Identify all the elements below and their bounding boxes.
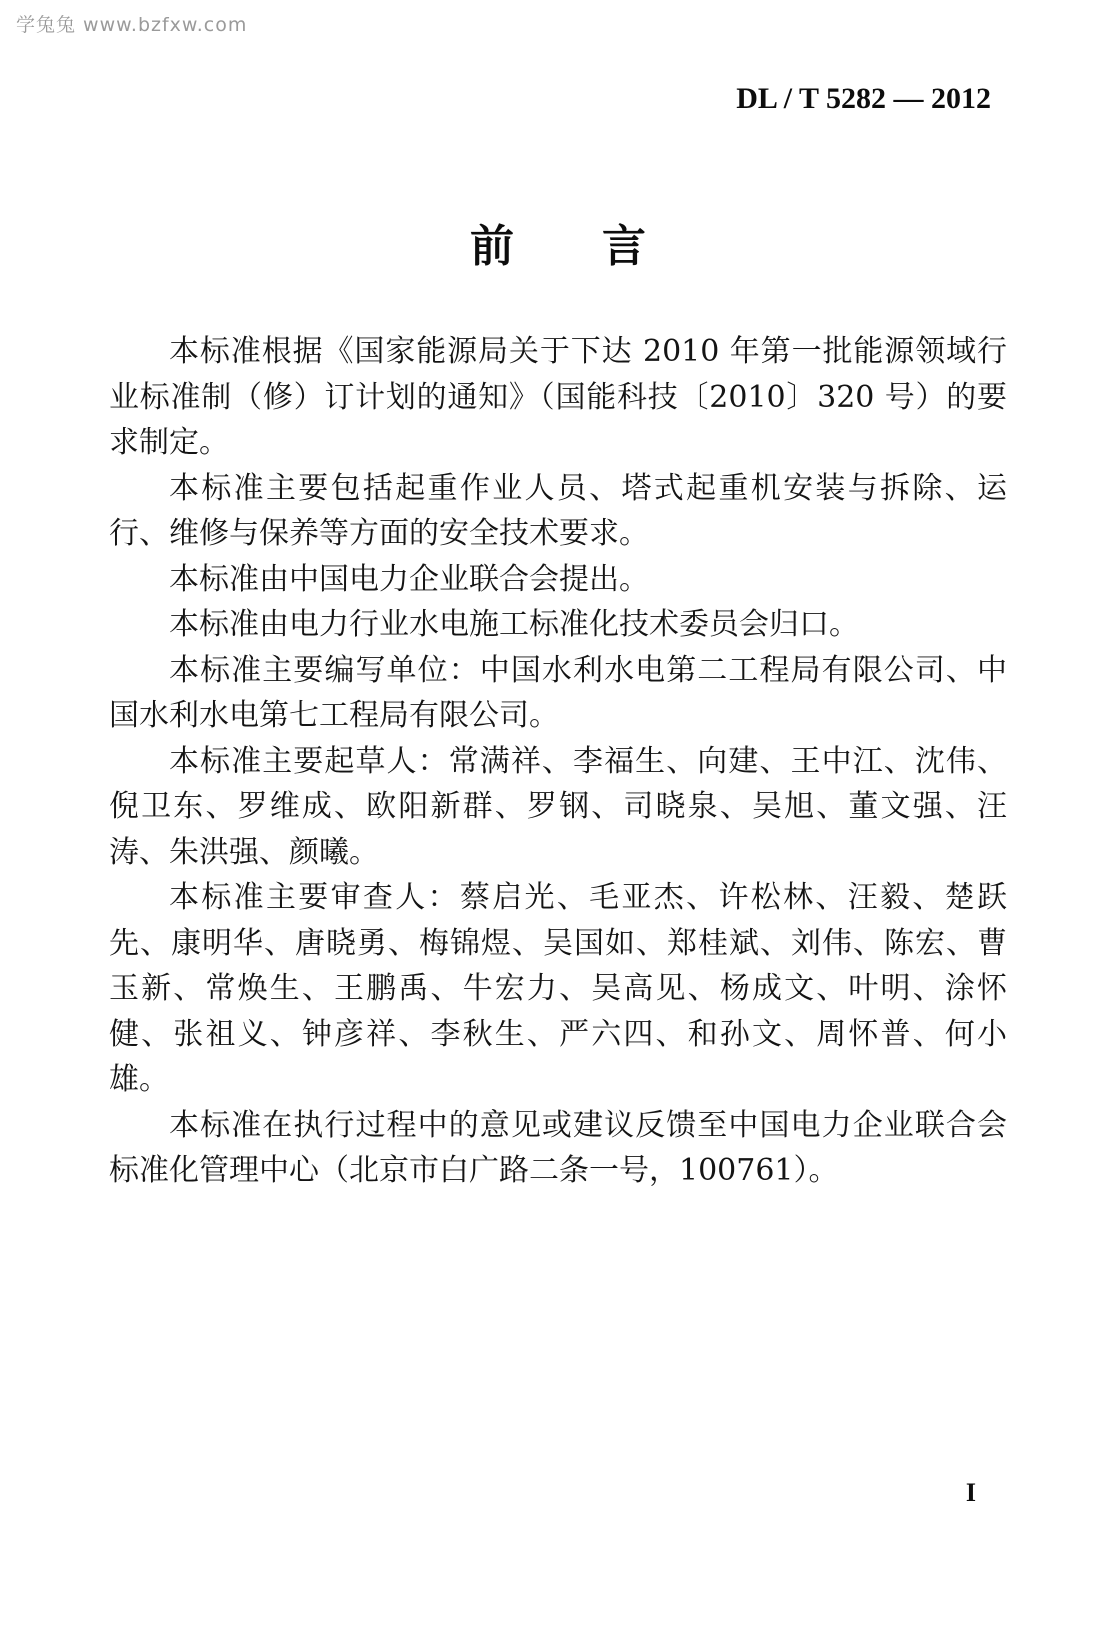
watermark: 学兔兔 www.bzfxw.com xyxy=(16,14,248,36)
paragraph-drafters: 本标准主要起草人：常满祥、李福生、向建、王中江、沈伟、倪卫东、罗维成、欧阳新群、罗钢、司晓泉、吴旭、董文强、汪涛、朱洪强、颜曦。 xyxy=(109,743,1007,870)
page-title: 前言 xyxy=(470,221,734,272)
paragraph-proposer: 本标准由中国电力企业联合会提出。 xyxy=(169,561,649,597)
standard-code: DL / T 5282 — 2012 xyxy=(736,82,991,115)
paragraph-feedback: 本标准在执行过程中的意见或建议反馈至中国电力企业联合会标准化管理中心（北京市白广路二条一号，100761）。 xyxy=(109,1107,1007,1188)
paragraph-committee: 本标准由电力行业水电施工标准化技术委员会归口。 xyxy=(169,607,859,642)
paragraph-reviewers: 本标准主要审查人：蔡启光、毛亚杰、许松林、汪毅、楚跃先、康明华、唐晓勇、梅锦煜、吴国如、郑桂斌、刘伟、陈宏、曹玉新、常焕生、王鹏禹、牛宏力、吴高见、杨成文、叶明、涂怀健、张祖义、钟彦祥、李秋生、严六四、和孙文、周怀普、何小雄。 xyxy=(109,880,1007,1097)
preface-body xyxy=(109,329,1007,1194)
paragraph-basis: 本标准根据《国家能源局关于下达 2010 年第一批能源领域行业标准制（修）订计划的通知》（国能科技〔2010〕320 号）的要求制定。 xyxy=(109,334,1007,460)
page-number: I xyxy=(965,1478,976,1507)
paragraph-scope: 本标准主要包括起重作业人员、塔式起重机安装与拆除、运行、维修与保养等方面的安全技术要求。 xyxy=(109,470,1007,551)
paragraph-drafting-units: 本标准主要编写单位：中国水利水电第二工程局有限公司、中国水利水电第七工程局有限公司。 xyxy=(109,652,1007,733)
